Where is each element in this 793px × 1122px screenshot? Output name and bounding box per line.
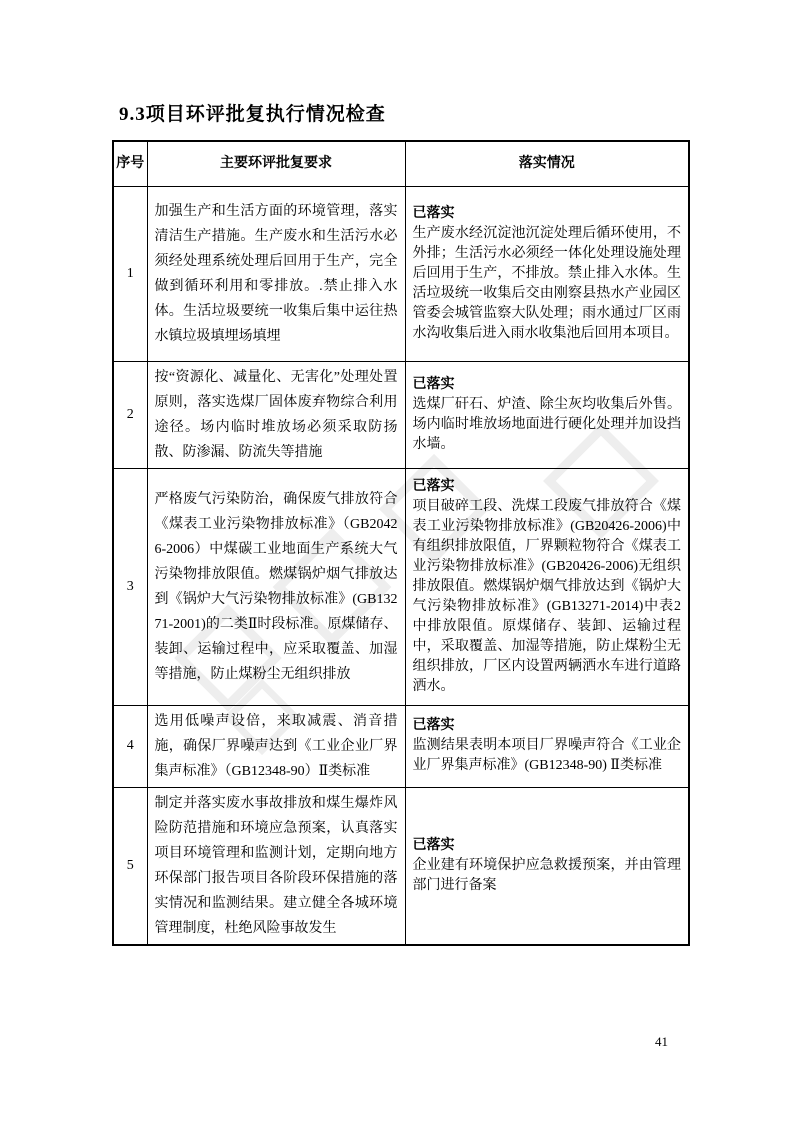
status-cell (405, 468, 689, 705)
row-number: 2 (113, 361, 147, 468)
table-row (113, 787, 689, 945)
requirement-cell: 制定并落实废水事故排放和煤生爆炸风险防范措施和环境应急预案，认真落实项目环境管理和监测计划，定期向地方环保部门报告项目各阶段环保措施的落实情况和监测结果。建立健全各城环境管理制度，杜绝风险事故发生 (147, 787, 405, 945)
status-detail: 项目破碎工段、洗煤工段废气排放符合《煤表工业污染物排放标准》(GB20426-2006)中有组织排放限值，厂界颗粒物符合《煤表工业污染物排放标准》(GB20426-2006)无组织排放限值。燃煤锅炉烟气排放达到《锅炉大气污染物排放标准》(GB13271-2014)中表2中排放限值。原煤储存、装卸、运输过程中，采取覆盖、加湿等措施，防止煤粉尘无组织排放，厂区内设置两辆洒水车进行道路洒水。 (412, 498, 681, 694)
status-cell (405, 705, 689, 787)
header-requirement: 主要环评批复要求 (147, 141, 405, 186)
section-title: 9.3项目环评批复执行情况检查 (119, 104, 386, 125)
table-row (113, 468, 689, 705)
header-status: 落实情况 (405, 141, 689, 186)
status-detail: 生产废水经沉淀池沉淀处理后循环使用，不外排；生活污水必须经一体化处理设施处理后回用于生产，不排放。禁止排入水体。生活垃圾统一收集后交由刚察县热水产业园区管委会城管监察大队处理；雨水通过厂区雨水沟收集后进入雨水收集池后回用本项目。 (412, 225, 681, 341)
eia-compliance-table (112, 140, 690, 946)
status-title: 已落实 (412, 718, 455, 733)
status-detail: 企业建有环境保护应急救援预案，并由管理部门进行备案 (412, 857, 681, 893)
requirement-cell: 按“资源化、减量化、无害化”处理处置原则，落实选煤厂固体废弃物综合利用途径。场内临时堆放场必须采取防扬散、防渗漏、防流失等措施 (147, 361, 405, 468)
status-title: 已落实 (412, 837, 455, 853)
status-detail: 选煤厂矸石、炉渣、除尘灰均收集后外售。场内临时堆放场地面进行硬化处理并加设挡水墙。 (412, 396, 681, 452)
row-number: 3 (113, 468, 147, 705)
requirement-cell: 加强生产和生活方面的环境管理，落实清洁生产措施。生产废水和生活污水必须经处理系统处理后回用于生产，完全做到循环利用和零排放。.禁止排入水体。生活垃圾要统一收集后集中运往热水镇垃圾填埋场填埋 (147, 186, 405, 361)
table-header-row (113, 141, 689, 186)
row-number: 1 (113, 186, 147, 361)
status-cell (405, 787, 689, 945)
row-number: 5 (113, 787, 147, 945)
table-row (113, 705, 689, 787)
page-number: 41 (655, 1034, 668, 1049)
table-row (113, 186, 689, 361)
status-title: 已落实 (412, 376, 455, 392)
requirement-cell: 选用低噪声设倍，来取减震、消音措施，确保厂界噪声达到《工业企业厂界集声标准》（GB12348-90）Ⅱ类标准 (147, 705, 405, 787)
status-title: 已落实 (412, 478, 455, 494)
header-index: 序号 (113, 141, 147, 186)
row-number: 4 (113, 705, 147, 787)
status-cell (405, 186, 689, 361)
requirement-cell: 严格废气污染防治，确保废气排放符合《煤表工业污染物排放标准》（GB20426-2006）中煤碳工业地面生产系统大气污染物排放限值。燃煤锅炉烟气排放达到《锅炉大气污染物排放标准》(GB13271-2001)的二类Ⅱ时段标准。原煤储存、装卸、运输过程中，应采取覆盖、加湿等措施，防止煤粉尘无组织排放 (147, 468, 405, 705)
status-title: 已落实 (412, 205, 455, 221)
table-row (113, 361, 689, 468)
status-detail: 监测结果表明本项目厂界噪声符合《工业企业厂界集声标准》(GB12348-90) Ⅱ类标准 (412, 738, 681, 773)
status-cell (405, 361, 689, 468)
